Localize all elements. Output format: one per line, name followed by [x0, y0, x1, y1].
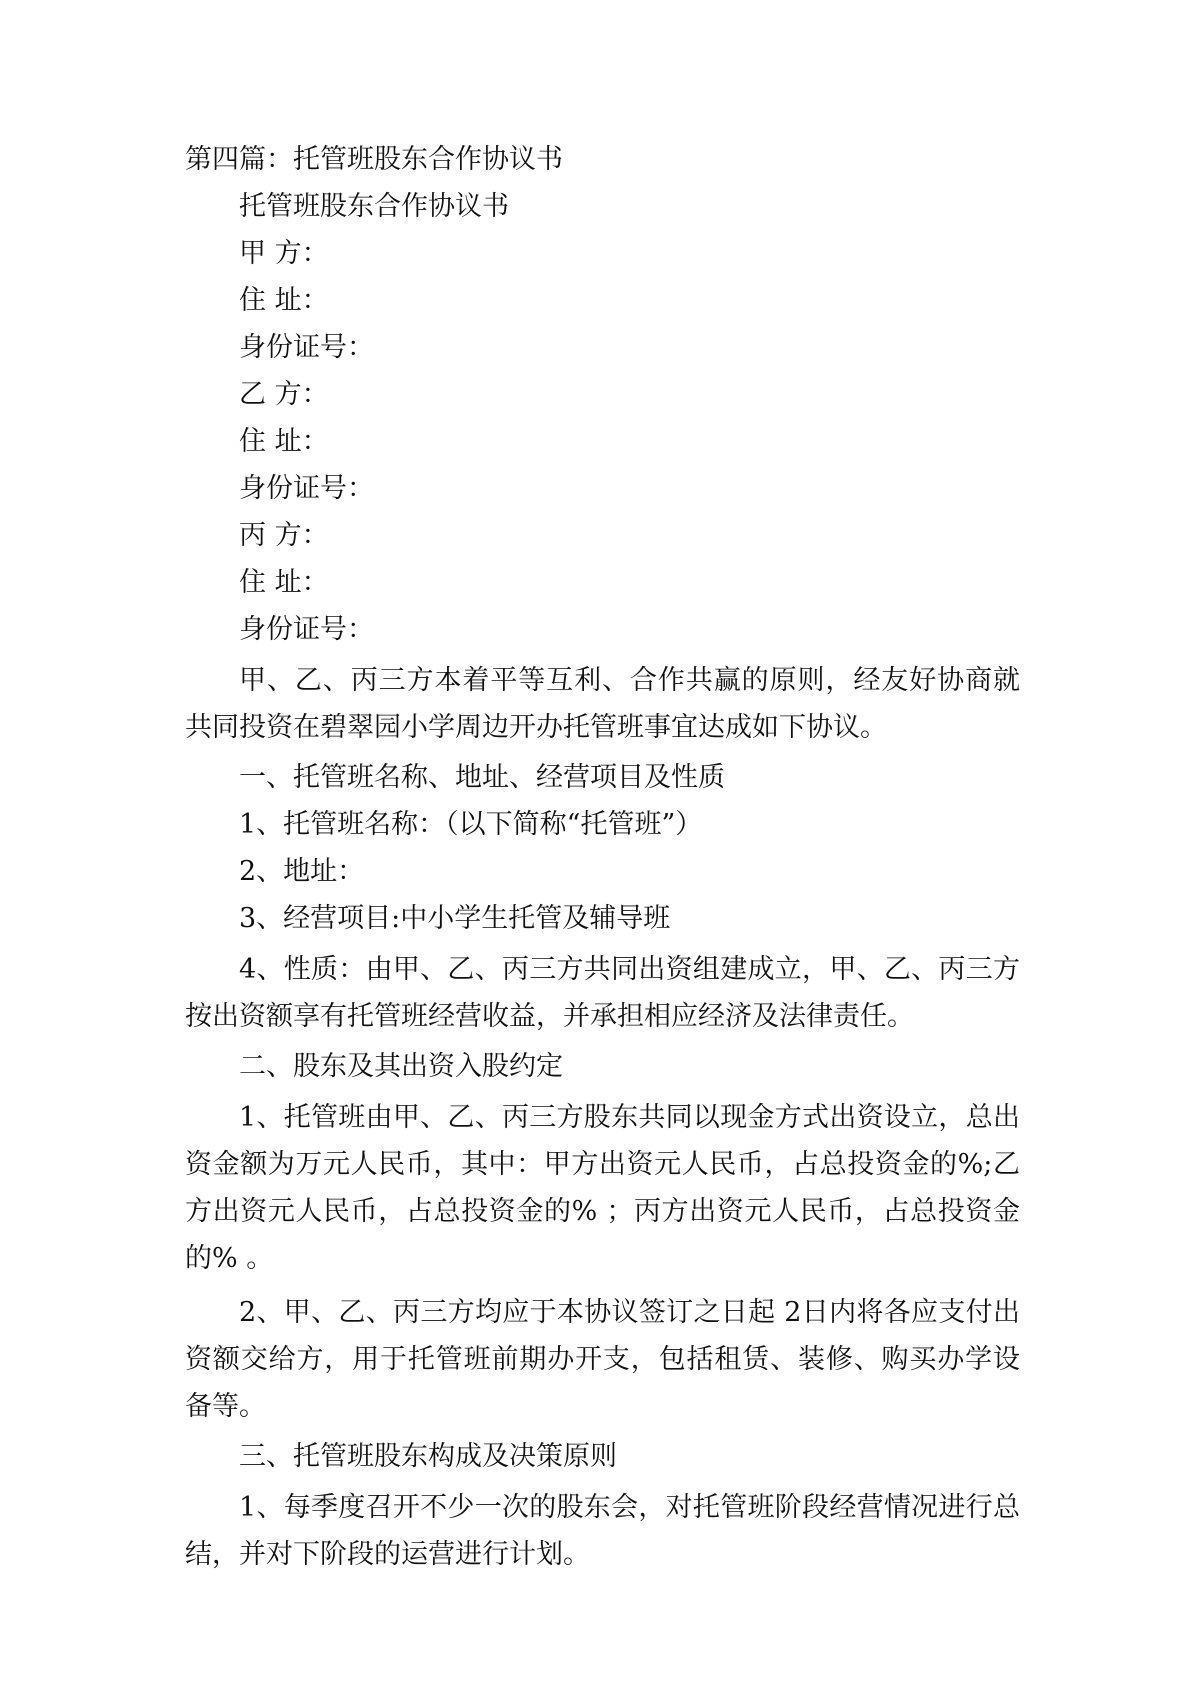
section-1-item-3: 3、经营项目:中小学生托管及辅导班 — [239, 903, 671, 934]
party-c-address-label: 住 址： — [239, 567, 329, 598]
section-3-item-1: 1、每季度召开不少一次的股东会，对托管班阶段经营情况进行总结，并对下阶段的运营进行计划。 — [185, 1492, 1020, 1570]
section-1-title: 一、托管班名称、地址、经营项目及性质 — [239, 762, 725, 793]
party-c-id-label: 身份证号： — [239, 614, 374, 645]
document-body — [185, 140, 1020, 1578]
section-2-title: 二、股东及其出资入股约定 — [239, 1051, 563, 1082]
section-3-title: 三、托管班股东构成及决策原则 — [239, 1441, 617, 1472]
section-1-item-4: 4、性质：由甲、乙、丙三方共同出资组建成立，甲、乙、丙三方按出资额享有托管班经营收益，并承担相应经济及法律责任。 — [185, 954, 1020, 1032]
intro-paragraph: 甲、乙、丙三方本着平等互利、合作共赢的原则，经友好协商就共同投资在碧翠园小学周边开办托管班事宜达成如下协议。 — [185, 665, 1020, 743]
section-1-item-1: 1、托管班名称：（以下简称“托管班”） — [239, 809, 703, 840]
agreement-title: 托管班股东合作协议书 — [239, 191, 509, 222]
document-heading: 第四篇：托管班股东合作协议书 — [185, 144, 563, 175]
party-a-id-label: 身份证号： — [239, 332, 374, 363]
section-1-item-2: 2、地址： — [239, 856, 365, 887]
party-a-label: 甲 方： — [239, 238, 329, 269]
party-b-label: 乙 方： — [239, 379, 329, 410]
party-b-address-label: 住 址： — [239, 426, 329, 457]
party-a-address-label: 住 址： — [239, 285, 329, 316]
section-2-item-1: 1、托管班由甲、乙、丙三方股东共同以现金方式出资设立，总出资金额为万元人民币，其中：甲方出资元人民币，占总投资金的%;乙方出资元人民币，占总投资金的% ；丙方出资元人民币，占总投资金的% 。 — [185, 1102, 1020, 1274]
party-b-id-label: 身份证号： — [239, 473, 374, 504]
party-c-label: 丙 方： — [239, 520, 329, 551]
section-2-item-2: 2、甲、乙、丙三方均应于本协议签订之日起 2日内将各应支付出资额交给方，用于托管班前期办开支，包括租赁、装修、购买办学设备等。 — [185, 1297, 1020, 1422]
